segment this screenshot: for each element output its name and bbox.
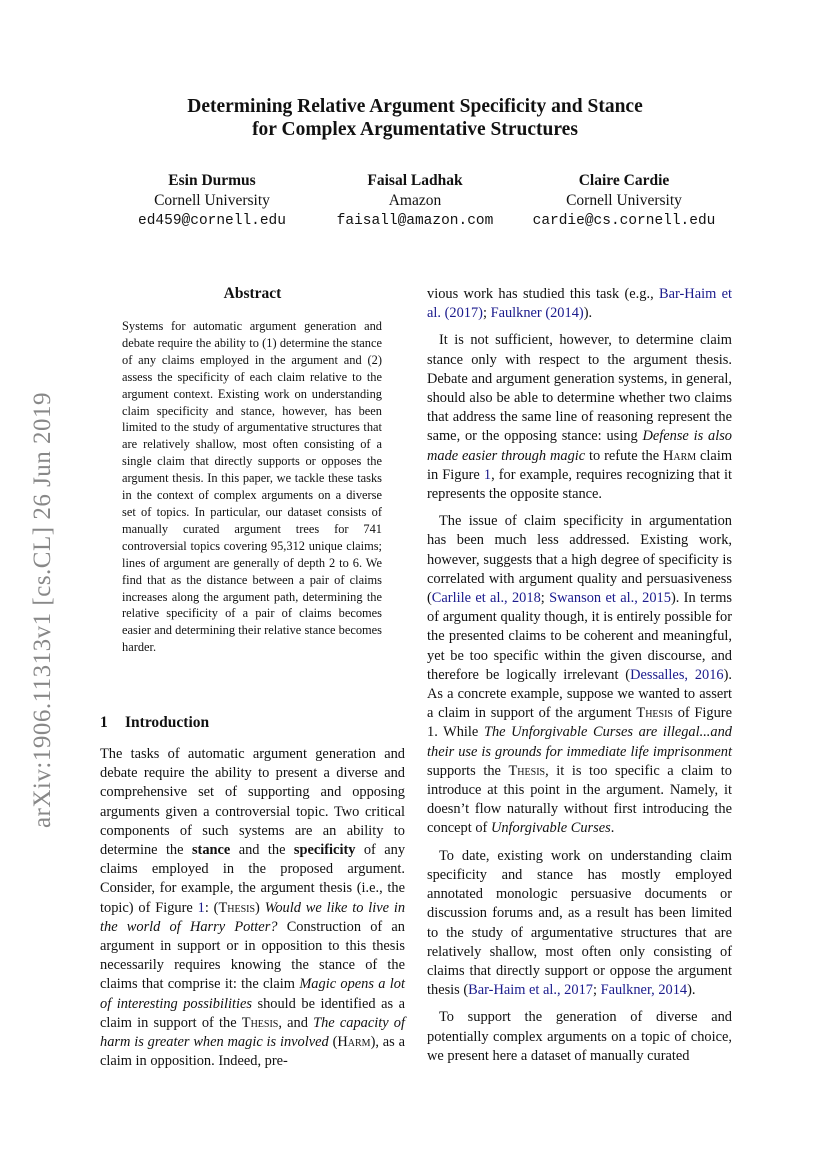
author-block bbox=[325, 171, 505, 231]
bold-term-specificity: specificity bbox=[293, 842, 356, 859]
text-run: ( bbox=[328, 1034, 338, 1051]
text-run: and the bbox=[230, 842, 294, 859]
paragraph bbox=[427, 331, 732, 504]
author-affiliation: Amazon bbox=[388, 192, 442, 209]
citation-link[interactable]: Swanson et al., 2015 bbox=[549, 590, 671, 607]
text-run: ), as a claim in opposition. Indeed, pre- bbox=[100, 1034, 406, 1070]
text-run: ; bbox=[482, 305, 491, 322]
author-block bbox=[122, 171, 302, 231]
paper-title bbox=[100, 95, 730, 141]
text-run: should be identified as a claim in support of the bbox=[100, 995, 405, 1031]
text-run: : ( bbox=[204, 899, 219, 916]
text-run: of any claims employed in the proposed argument. Consider, for example, the argument thesis (i.e., the topic) of Figure bbox=[100, 842, 406, 916]
author-email: cardie@cs.cornell.edu bbox=[532, 213, 716, 229]
citation-link[interactable]: Faulkner (2014) bbox=[490, 305, 584, 322]
citation-link[interactable]: Bar-Haim et al., 2017 bbox=[468, 982, 593, 999]
text-run: ). bbox=[687, 982, 696, 999]
text-run: , and bbox=[278, 1014, 314, 1031]
paragraph bbox=[427, 1008, 732, 1066]
text-run: , for example, requires recognizing that it represents the opposite stance. bbox=[427, 466, 733, 503]
italic-quote: Unforgivable Curses bbox=[490, 820, 611, 837]
italic-quote: The Unforgivable Curses are illegal...and their use is grounds for immediate life imprisonment bbox=[427, 724, 732, 760]
figure-reference-link[interactable]: 1 bbox=[483, 466, 492, 483]
abstract-heading: Abstract bbox=[223, 285, 282, 302]
text-run: The tasks of automatic argument generation and debate require the ability to present a diverse and comprehensive set of supporting and opposing arguments given a controversial topic. Two critical components of such systems are an ability to determine the bbox=[100, 746, 405, 859]
small-caps-label: Thesis bbox=[508, 762, 546, 779]
paragraph bbox=[427, 512, 732, 838]
small-caps-label: Thesis bbox=[218, 899, 256, 916]
text-run: ). As a concrete example, suppose we wanted to assert a claim in support of the argument bbox=[427, 666, 732, 722]
small-caps-label: Thesis bbox=[241, 1014, 279, 1031]
citation-link[interactable]: Bar-Haim et al. (2017) bbox=[427, 286, 732, 322]
text-run: vious work has studied this task (e.g., bbox=[427, 286, 660, 302]
small-caps-label: Harm bbox=[337, 1034, 371, 1051]
author-email: ed459@cornell.edu bbox=[138, 213, 286, 229]
citation-link[interactable]: Faulkner, 2014 bbox=[600, 982, 688, 999]
citation-link[interactable]: Dessalles, 2016 bbox=[630, 666, 724, 683]
text-run: It is not sufficient, however, to determine claim stance only with respect to the argument thesis. Debate and argument generation systems, in general, should also be able to determine whether two claims that address the same line of reasoning represent the same, or the opposing stance: using bbox=[427, 332, 732, 445]
italic-quote: Defense is also made easier through magic bbox=[427, 428, 732, 464]
text-run: ) bbox=[255, 899, 265, 916]
section-heading-introduction bbox=[100, 714, 405, 732]
text-run: ; bbox=[592, 982, 601, 999]
author-email: faisall@amazon.com bbox=[336, 213, 494, 229]
bold-term-stance: stance bbox=[191, 842, 231, 859]
title-line-2: for Complex Argumentative Structures bbox=[252, 119, 578, 140]
text-run: ). bbox=[583, 305, 593, 322]
arxiv-identifier-stamp bbox=[23, 370, 63, 850]
text-run: claim in Figure bbox=[427, 447, 733, 483]
small-caps-label: Thesis bbox=[636, 705, 673, 722]
text-run: to refute the bbox=[585, 447, 663, 464]
author-name: Esin Durmus bbox=[168, 172, 256, 189]
text-run: supports the bbox=[427, 762, 509, 779]
author-block bbox=[518, 171, 730, 231]
text-run: The issue of claim specificity in argumentation has been much less addressed. Existing work, however, suggests that a high degree of specificity is correlated with argument quality and persuasiveness ( bbox=[427, 513, 732, 607]
abstract-text: Systems for automatic argument generation and debate require the ability to (1) determine the stance of any claims employed in the argument and (2) assess the specificity of each claim relative to the argument context. Existing work on understanding claim specificity and stance, however, has been limited to the study of argumentative structures that are relatively shallow, most often consisting of a single claim that directly supports or opposes the argument thesis. In this paper, we tackle these tasks in the context of complex arguments on a diverse set of topics. In particular, our dataset consists of manually curated argument trees for 741 controversial topics covering 95,312 unique claims; lines of argument are generally of depth 2 to 6. We find that as the distance between a pair of claims increases along the argument path, determining the relative specificity of a pair of claims becomes easier and determining their relative stance becomes harder. bbox=[122, 319, 382, 655]
citation-link[interactable]: Carlile et al., 2018 bbox=[431, 590, 541, 607]
text-run: ; bbox=[540, 590, 550, 607]
text-run: , it is too specific a claim to introduce at this point in the argument. Namely, it doesn’t flow naturally without first introducing the concept of bbox=[427, 762, 732, 837]
author-affiliation: Cornell University bbox=[154, 192, 270, 209]
text-run: of Figure 1. While bbox=[427, 705, 732, 741]
section-number: 1 bbox=[100, 714, 108, 731]
italic-quote: Magic opens a lot of interesting possibilities bbox=[100, 976, 405, 1012]
small-caps-label: Harm bbox=[662, 447, 697, 464]
author-affiliation: Cornell University bbox=[566, 192, 682, 209]
introduction-paragraph bbox=[100, 745, 405, 1071]
paragraph bbox=[427, 847, 732, 1001]
title-line-1: Determining Relative Argument Specificity and Stance bbox=[187, 96, 643, 117]
italic-quote: Would we like to live in the world of Harry Potter? bbox=[100, 899, 406, 935]
text-run: ). In terms of argument quality though, it is entirely possible for the presented claims to be coherent and meaningful, yet be too specific within the given discourse, and therefore be logically irrelevant ( bbox=[427, 590, 732, 683]
text-run: To support the generation of diverse and potentially complex arguments on a topic of choice, we present here a dataset of manually curated bbox=[427, 1009, 732, 1064]
figure-reference-link[interactable]: 1 bbox=[197, 899, 205, 916]
text-run: To date, existing work on understanding claim specificity and stance has mostly employed annotated monologic persuasive documents or discussion forums and, as a result has been limited to the study of argumentative structures that are relatively shallow, most often only consisting of claims that directly support or oppose the argument thesis ( bbox=[427, 847, 732, 999]
right-column bbox=[427, 285, 732, 1066]
text-run: . bbox=[610, 820, 615, 837]
author-name: Claire Cardie bbox=[578, 172, 670, 189]
section-title: Introduction bbox=[125, 714, 210, 731]
italic-quote: The capacity of harm is greater when magic is involved bbox=[100, 1014, 405, 1051]
text-run: Construction of an argument in support or in opposition to this thesis necessarily requires knowing the stance of the claims that comprise it: the claim bbox=[100, 918, 406, 993]
author-name: Faisal Ladhak bbox=[367, 172, 463, 189]
arxiv-identifier-text: arXiv:1906.11313v1 [cs.CL] 26 Jun 2019 bbox=[29, 391, 56, 829]
paragraph bbox=[427, 285, 732, 323]
